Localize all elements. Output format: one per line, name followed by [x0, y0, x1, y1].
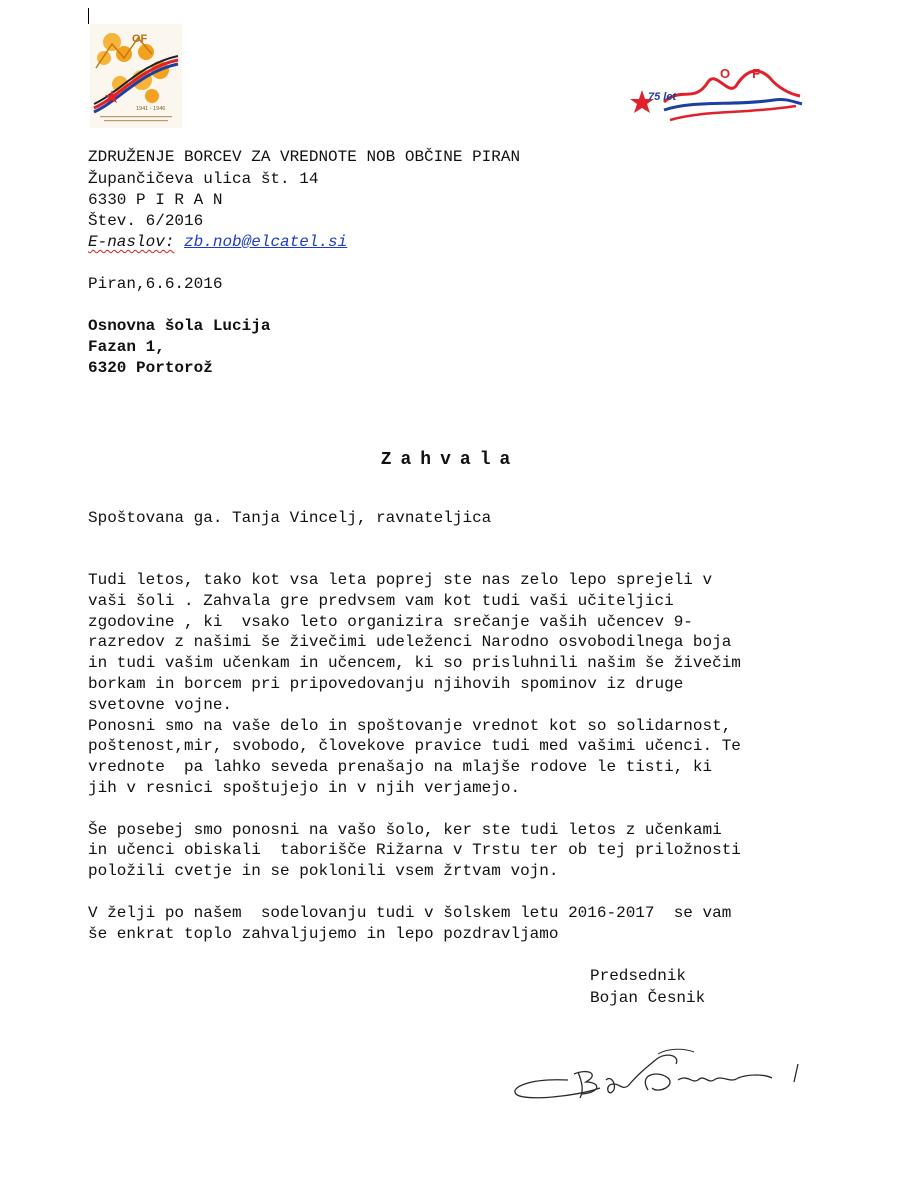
body-line: borkam in borcem pri pripovedovanju njihovih spominov iz druge [88, 675, 684, 693]
body-line: Ponosni smo na vaše delo in spoštovanje vrednot kot so solidarnost, [88, 716, 732, 735]
letter-title: Zahvala [380, 450, 520, 470]
body-line: vaši šoli . Zahvala gre predvsem vam kot tudi vaši učiteljici [88, 591, 674, 610]
sender-street: Župančičeva ulica št. 14 [88, 170, 319, 188]
sender-reference: Štev. 6/2016 [88, 212, 204, 230]
letter-date: Piran,6.6.2016 [88, 275, 223, 293]
sender-city: 6330 P I R A N [88, 191, 223, 209]
body-line: zgodovine , ki vsako leto organizira srečanje vaših učencev 9- [88, 612, 693, 631]
recipient-city: 6320 Portorož [88, 359, 213, 377]
sender-email-row [88, 232, 347, 252]
body-line: Tudi letos, tako kot vsa leta poprej ste nas zelo lepo sprejeli v [88, 571, 713, 589]
recipient-name: Osnovna šola Lucija [88, 317, 271, 335]
handwritten-signature [508, 1044, 808, 1106]
of-75-years-logo-right [624, 56, 806, 128]
body-line: in učenci obiskali taborišče Rižarna v Trstu ter ob tej priložnosti [88, 841, 741, 860]
of-anniversary-logo-left [90, 24, 182, 128]
left-logo-years: 1941 - 1946 [136, 106, 166, 112]
body-line: V želji po našem sodelovanju tudi v šolskem letu 2016-2017 se vam [88, 903, 732, 922]
body-line: poštenost,mir, svobodo, človekove pravice tudi med vašimi učenci. Te [88, 737, 741, 756]
email-link[interactable]: zb.nob@elcatel.si [184, 233, 348, 251]
body-line: Še posebej smo ponosni na vašo šolo, ker ste tudi letos z učenkami [88, 820, 722, 839]
body-line: položili cvetje in se poklonili vsem žrtvam vojn. [88, 862, 559, 881]
left-logo-letters: OF [132, 33, 148, 45]
signoff-role: Predsednik [590, 967, 687, 985]
recipient-street: Fazan 1, [88, 338, 165, 356]
text-cursor [88, 8, 89, 24]
email-label: E-naslov: [88, 233, 175, 251]
salutation: Spoštovana ga. Tanja Vincelj, ravnateljica [88, 509, 492, 527]
right-logo-letters: OF [720, 66, 783, 81]
sender-org: ZDRUŽENJE BORCEV ZA VREDNOTE NOB OBČINE PIRAN [88, 148, 521, 166]
body-line: jih v resnici spoštujejo in v njih verjamejo. [88, 779, 521, 797]
body-line: in tudi vašim učenkam in učencem, ki so prisluhnili našim še živečim [88, 654, 741, 673]
body-line: še enkrat toplo zahvaljujemo in lepo pozdravljamo [88, 924, 559, 943]
signoff-name: Bojan Česnik [590, 989, 706, 1007]
body-line: vrednote pa lahko seveda prenašajo na mlajše rodove le tisti, ki [88, 758, 713, 777]
right-logo-text: 75 let [648, 91, 677, 103]
body-line: razredov z našimi še živečimi udeleženci Narodno osvobodilnega boja [88, 633, 732, 652]
body-line: svetovne vojne. [88, 695, 233, 714]
